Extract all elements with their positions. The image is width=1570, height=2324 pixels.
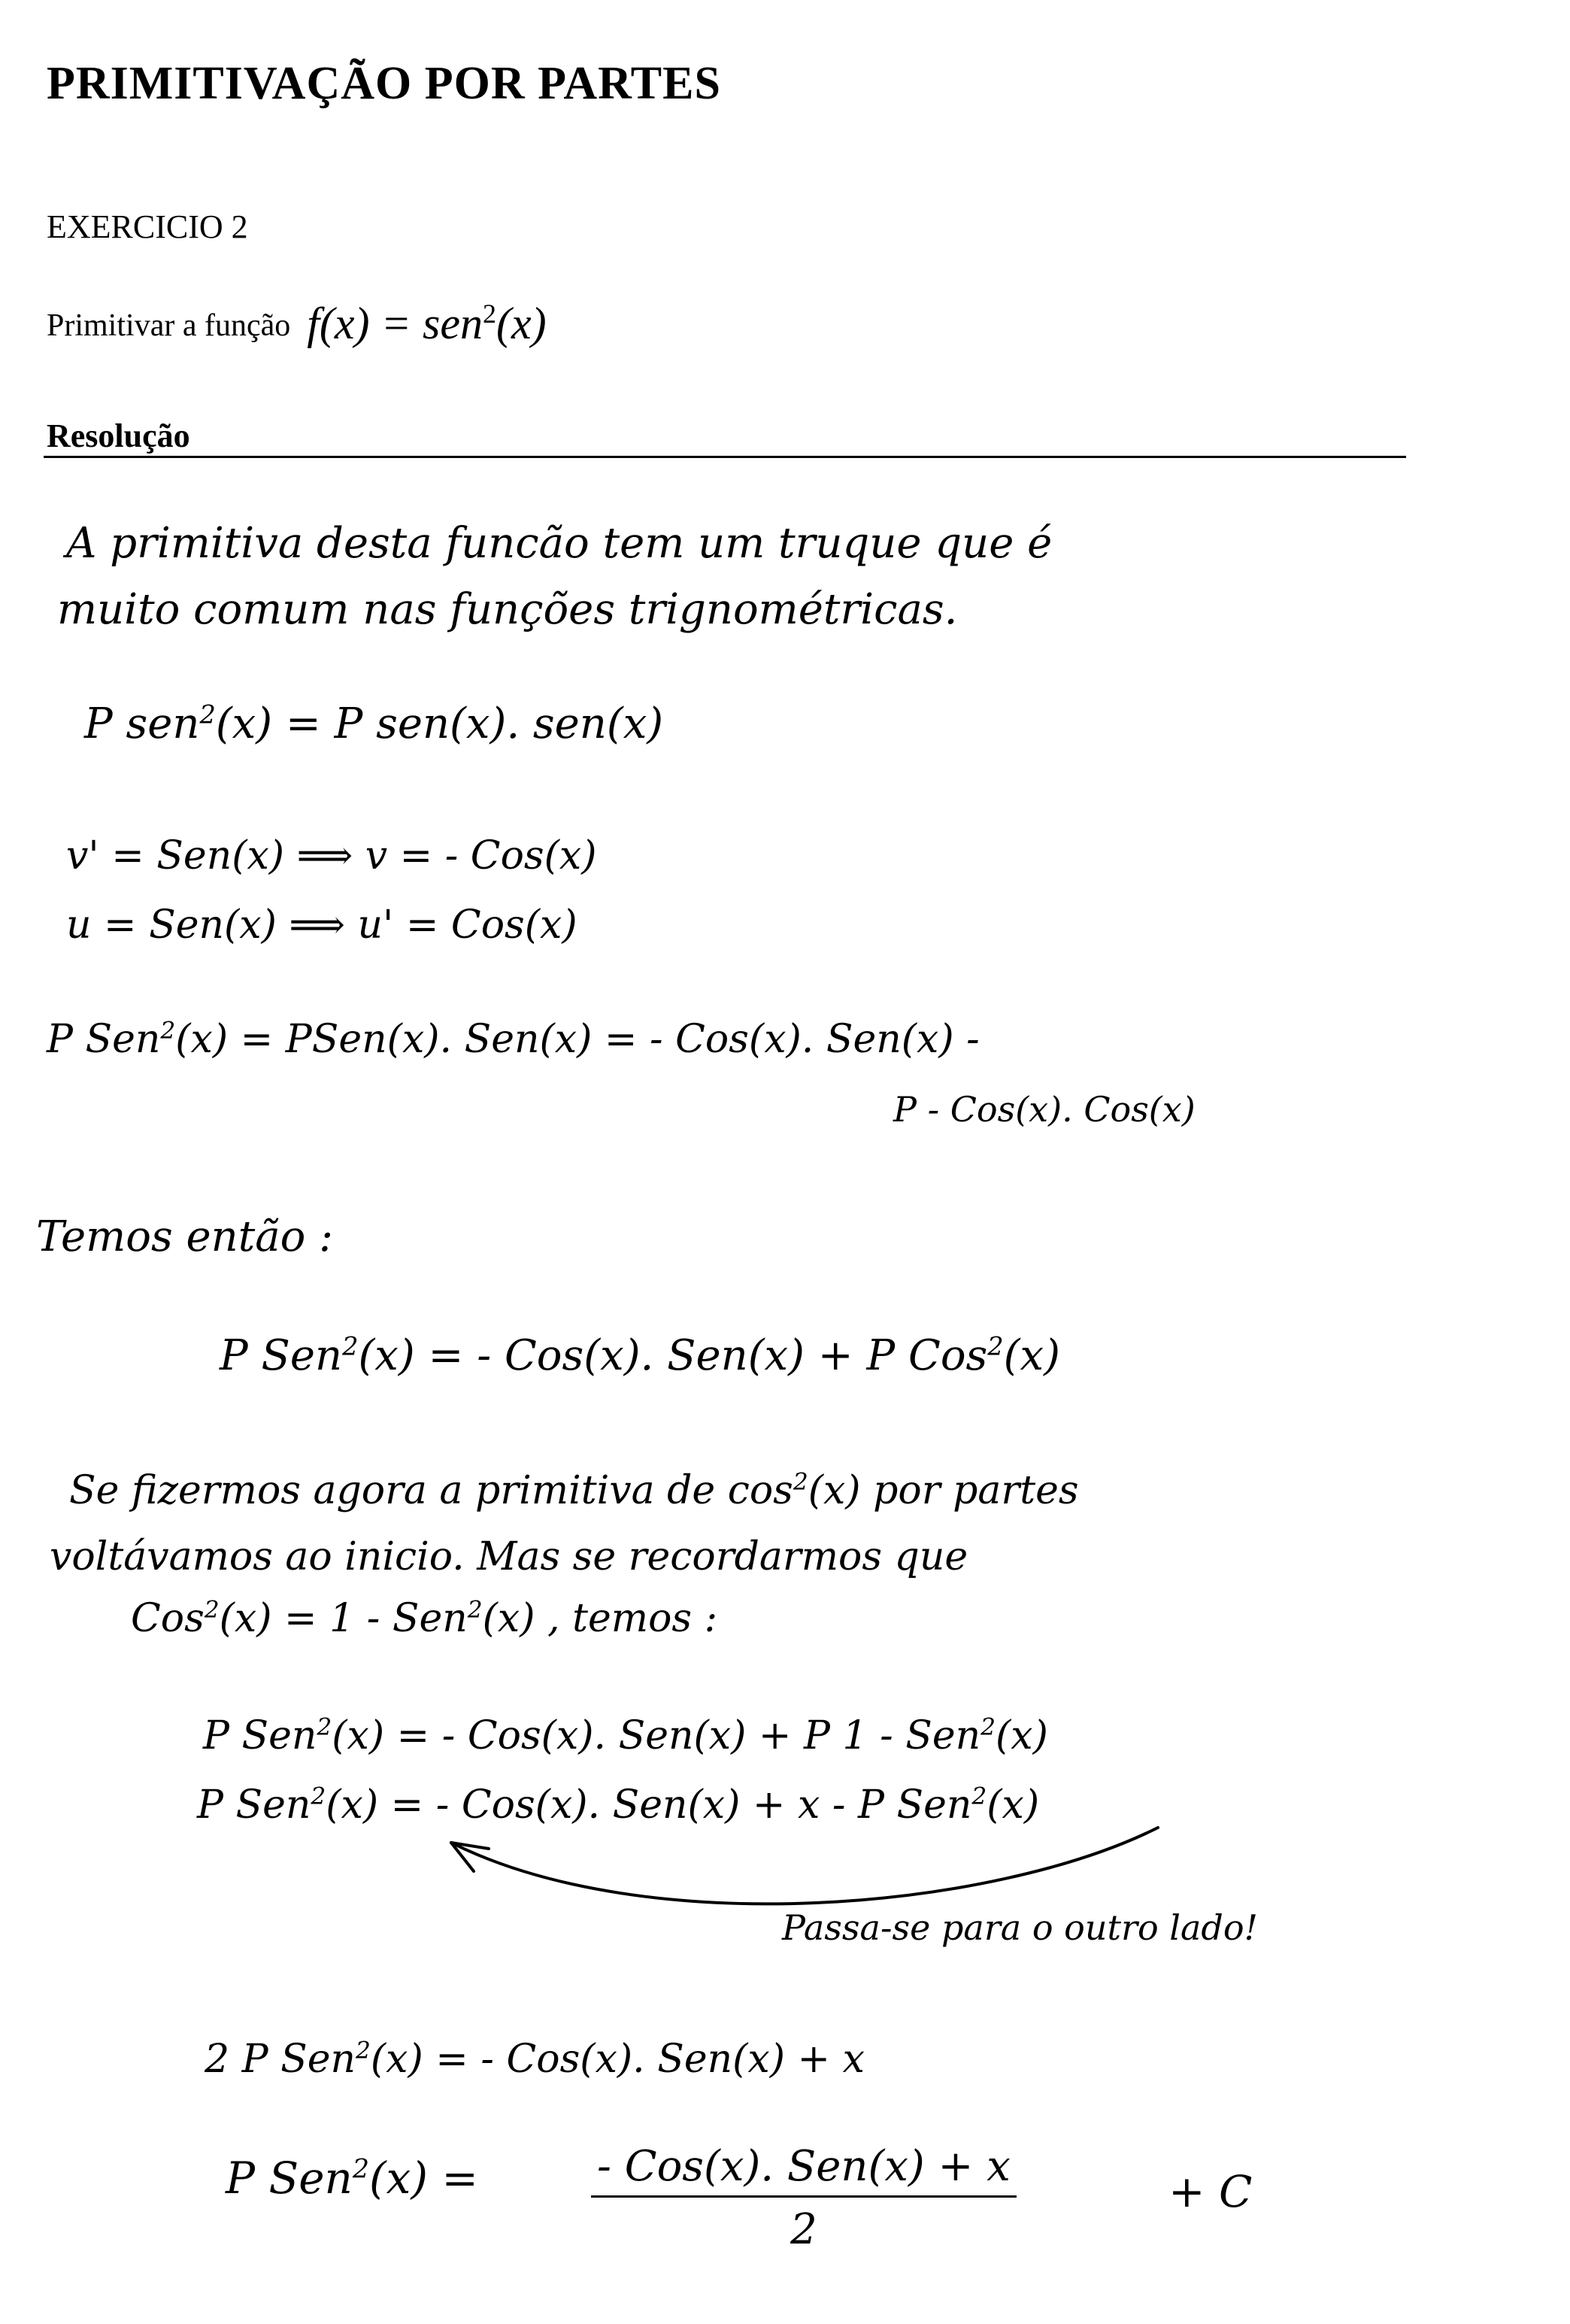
statement-text: Primitivar a função [47,308,291,343]
temos-entao: Temos então : [36,1212,333,1261]
section-heading: Resolução [47,417,190,454]
equation-1: P sen$^2$(x) = P sen(x). sen(x) [84,699,664,748]
fraction-denominator: 2 [790,2205,817,2254]
paragraph-line-3: Cos$^2$(x) = 1 - Sen$^2$(x) , temos : [131,1596,718,1641]
v-definition: v' = Sen(x) ⟹ v = - Cos(x) [66,833,597,878]
section-divider [44,456,1406,458]
statement-formula: f(x) = sen$^2$(x) [307,299,547,348]
equation-2-continuation: P - Cos(x). Cos(x) [893,1089,1196,1130]
exercise-label: EXERCICIO 2 [47,208,248,245]
problem-statement [47,298,547,350]
equation-6: 2 P Sen$^2$(x) = - Cos(x). Sen(x) + x [205,2037,865,2082]
intro-line-1: A primitiva desta funcão tem um truque que é [66,519,1053,568]
equation-7-lhs: P Sen$^2$(x) = [226,2153,479,2204]
fraction-numerator: - Cos(x). Sen(x) + x [591,2142,1017,2198]
paragraph-line-1: Se fizermos agora a primitiva de $\cos^2(x)$ por partes [69,1468,1079,1513]
paragraph-line-2: voltávamos ao inicio. Mas se recordarmos que [50,1534,968,1579]
u-definition: u = Sen(x) ⟹ u' = Cos(x) [66,903,577,948]
integration-constant: + C [1168,2166,1253,2217]
equation-2: P Sen$^2$(x) = PSen(x). Sen(x) = - Cos(x). Sen(x) - [47,1017,980,1062]
final-fraction [591,2142,1017,2254]
equation-4: P Sen$^2$(x) = - Cos(x). Sen(x) + P 1 - Sen$^2$(x) [203,1713,1048,1758]
arrow-note: Passa-se para o outro lado! [782,1907,1259,1948]
equation-3: P Sen$^2$(x) = - Cos(x). Sen(x) + P Cos$^2$(x) [220,1331,1060,1380]
equation-5: P Sen$^2$(x) = - Cos(x). Sen(x) + x - P Sen$^2$(x) [197,1782,1040,1828]
intro-line-2: muito comum nas funções trignométricas. [57,585,958,634]
page-title: PRIMITIVAÇÃO POR PARTES [47,58,721,109]
